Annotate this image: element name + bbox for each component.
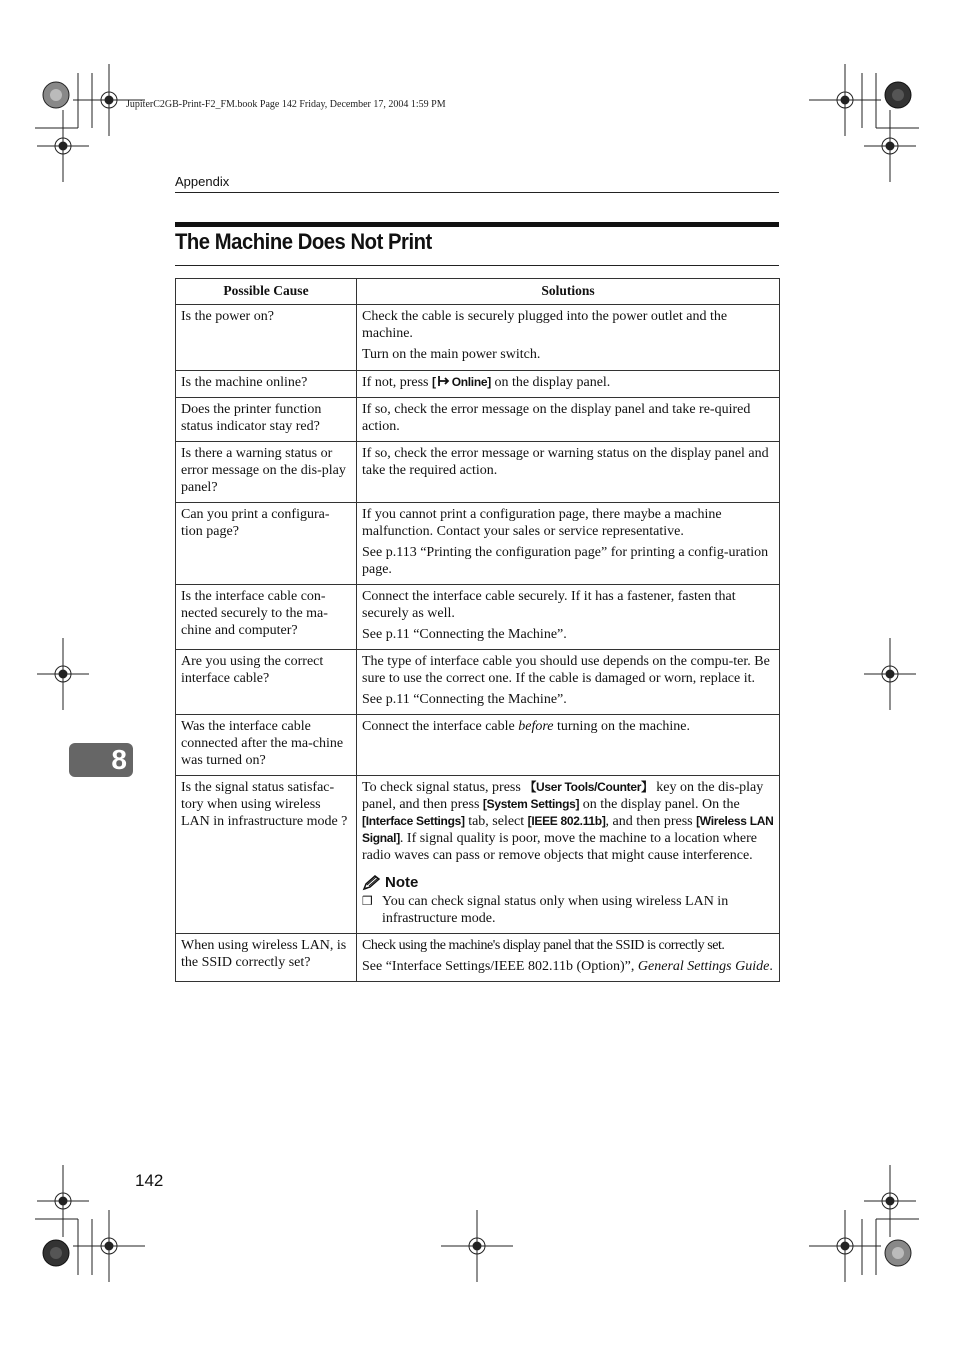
solution-text [362,779,774,864]
text-run: See “Interface Settings/IEEE 802.11b (Option)”, [362,959,638,974]
text-run: key on the dis-play panel, and then press [362,780,764,812]
table-row [176,503,780,585]
text-run: on the display panel. On the [579,797,740,812]
text-run: tab, select [464,814,528,829]
wireless-lan-signal-label: [Wireless LAN Signal] [362,814,774,845]
ieee-label: [IEEE 802.11b] [527,814,606,828]
solution-cell [357,650,780,715]
column-header-cause: Possible Cause [176,279,357,305]
solution-text: If you cannot print a configuration page, there maybe a machine malfunction. Contact your sales or service representative. [362,507,722,539]
troubleshooting-table [175,278,780,982]
checkbox-bullet-icon: ❒ [362,894,373,908]
solution-cell [357,371,780,398]
table-row [176,715,780,776]
solution-text: If not, press [362,375,432,390]
solution-text: on the display panel. [490,375,611,390]
table-row [176,442,780,503]
solution-cell [357,934,780,982]
header-rule [175,192,779,193]
solution-text: If so, check the error message on the display panel and take re-quired action. [362,402,751,434]
page-number: 142 [135,1171,164,1190]
title-bottom-rule [175,265,779,266]
solution-cell [357,715,780,776]
cause-cell: Was the interface cable connected after the ma-chine was turned on? [176,715,357,776]
solution-cell [357,398,780,442]
table-row [176,305,780,371]
solution-text: Connect the interface cable [362,719,519,734]
chapter-tab: 8 [69,743,133,777]
note-heading [362,874,774,891]
solution-text: If so, check the error message or warning status on the display panel and take the required action. [362,446,769,478]
cause-cell: Is the machine online? [176,371,357,398]
solution-text: turning on the machine. [553,719,690,734]
cause-cell: Does the printer function status indicator stay red? [176,398,357,442]
text-run: . [769,959,773,974]
solution-cell [357,776,780,934]
text-run: . If signal quality is poor, move the machine to a location where radio waves can pass or remove objects that might cause interference. [362,831,758,863]
table-row [176,585,780,650]
solution-text [362,958,774,975]
cause-cell: Is the power on? [176,305,357,371]
emphasis-text: General Settings Guide [637,959,770,974]
note-item [362,893,774,927]
note-text: You can check signal status only when using wireless LAN in infrastructure mode. [382,894,729,926]
solution-cell [357,305,780,371]
solution-text: Check using the machine's display panel that the SSID is correctly set. [362,938,725,953]
cause-cell: When using wireless LAN, is the SSID correctly set? [176,934,357,982]
solution-text: Check the cable is securely plugged into the power outlet and the machine. [362,309,728,341]
key-bracket: [ [432,375,436,389]
solution-cell [357,585,780,650]
solution-text: Turn on the main power switch. [362,347,541,362]
solution-text: See p.113 “Printing the configuration page” for printing a config-uration page. [362,545,769,577]
system-settings-label: [System Settings] [482,797,580,811]
solution-text: The type of interface cable you should use depends on the compu-ter. Be sure to use the correct one. If the cable is damaged or worn, replace it. [362,654,770,686]
text-run: , and then press [605,814,697,829]
print-info-line: JupiterC2GB-Print-F2_FM.book Page 142 Friday, December 17, 2004 1:59 PM [126,99,446,110]
solution-cell [357,503,780,585]
cause-cell: Is the signal status satisfac-tory when using wireless LAN in infrastructure mode ? [176,776,357,934]
pencil-note-icon [362,875,382,891]
table-row [176,650,780,715]
online-key-label [432,375,491,389]
interface-settings-label: [Interface Settings] [362,814,465,828]
title-top-rule [175,222,779,227]
note-title: Note [385,874,419,891]
text-run: To check signal status, press [362,780,525,795]
page-title: The Machine Does Not Print [175,229,432,254]
table-row [176,776,780,934]
cause-cell: Is the interface cable con-nected securely to the ma-chine and computer? [176,585,357,650]
column-header-solutions: Solutions [357,279,780,305]
table-header-row [176,279,780,305]
solution-cell [357,442,780,503]
key-text: Online] [451,375,491,389]
emphasis-text: before [518,719,554,734]
cause-cell: Can you print a configura-tion page? [176,503,357,585]
table-row [176,371,780,398]
cause-cell: Is there a warning status or error message on the dis-play panel? [176,442,357,503]
solution-text: See p.11 “Connecting the Machine”. [362,627,567,642]
table-row [176,934,780,982]
solution-text: Connect the interface cable securely. If it has a fastener, fasten that securely as well. [362,589,736,621]
table-row [176,398,780,442]
solution-text: See p.11 “Connecting the Machine”. [362,692,567,707]
user-tools-key-label: 【User Tools/Counter】 [524,780,653,794]
cause-cell: Are you using the correct interface cable? [176,650,357,715]
online-arrow-icon [438,376,450,387]
running-header: Appendix [175,174,230,189]
